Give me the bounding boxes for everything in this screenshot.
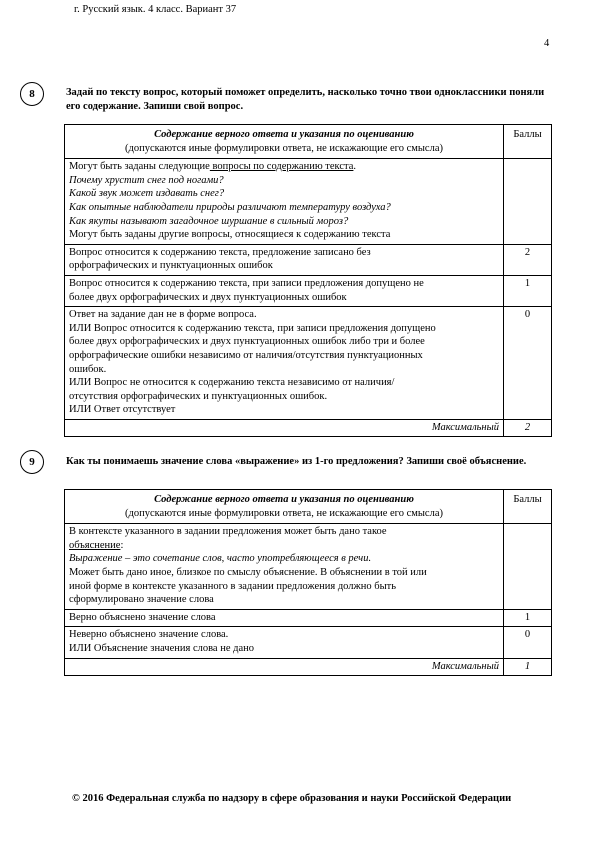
criteria-line: орфографических и пунктуационных ошибок — [69, 260, 273, 272]
criteria-line: орфографические ошибки независимо от наличия/отсутствия пунктуационных — [69, 349, 423, 361]
criteria-line: ИЛИ Вопрос не относится к содержанию текста независимо от наличия/ — [69, 377, 395, 389]
table-header-row — [65, 490, 552, 524]
answer-example: Почему хрустит снег под ногами? — [69, 174, 224, 186]
answer-outro: иной форме в контексте указанного в задании предложения должно быть — [69, 580, 397, 592]
criteria-line: ошибок. — [69, 363, 107, 375]
criteria-header — [65, 490, 504, 524]
criteria-text — [65, 627, 504, 658]
criteria-row — [65, 609, 552, 627]
score-header: Баллы — [504, 490, 552, 524]
criteria-line: Ответ на задание дан не в форме вопроса. — [69, 309, 257, 321]
answer-content — [65, 159, 504, 245]
copyright-footer: © 2016 Федеральная служба по надзору в сфере образования и науки Российской Федерации — [72, 793, 512, 804]
task-number-badge: 8 — [20, 82, 44, 106]
score-cell-empty — [504, 524, 552, 610]
score-value: 2 — [504, 244, 552, 275]
max-score-value: 1 — [504, 658, 552, 676]
max-score-row — [65, 419, 552, 437]
criteria-line: ИЛИ Объяснение значения слова не дано — [69, 642, 254, 654]
answer-example: Выражение – это сочетание слов, часто употребляющееся в речи. — [69, 553, 372, 565]
answer-outro: Могут быть заданы другие вопросы, относящиеся к содержанию текста — [69, 229, 391, 241]
score-header: Баллы — [504, 125, 552, 159]
task-question: Как ты понимаешь значение слова «выражение» из 1-го предложения? Запиши своё объяснение. — [66, 456, 527, 467]
criteria-text — [65, 275, 504, 306]
answer-label: объяснение — [69, 539, 121, 551]
criteria-line: ИЛИ Ответ отсутствует — [69, 404, 176, 416]
criteria-header-note: (допускаются иные формулировки ответа, не искажающие его смысла) — [125, 142, 443, 154]
answer-row — [65, 524, 552, 610]
answer-intro-text: Могут быть заданы следующие — [69, 161, 210, 173]
max-score-value: 2 — [504, 419, 552, 437]
max-score-label: Максимальный — [65, 658, 504, 676]
answer-intro — [69, 160, 499, 174]
answer-outro: сформулировано значение слова — [69, 594, 214, 606]
page-number: 4 — [544, 38, 550, 49]
max-score-row — [65, 658, 552, 676]
criteria-text — [65, 244, 504, 275]
table-header-row — [65, 125, 552, 159]
criteria-line: Вопрос относится к содержанию текста, при записи предложения допущено не — [69, 277, 424, 289]
grading-table — [64, 489, 552, 676]
answer-example: Какой звук может издавать снег? — [69, 188, 225, 200]
answer-intro: В контексте указанного в задании предложения может быть дано такое — [69, 526, 387, 538]
criteria-header-note: (допускаются иные формулировки ответа, не искажающие его смысла) — [125, 507, 443, 519]
answer-row — [65, 159, 552, 245]
criteria-line: Вопрос относится к содержанию текста, предложение записано без — [69, 246, 371, 258]
page-header: г. Русский язык. 4 класс. Вариант 37 — [74, 4, 237, 15]
criteria-header-title: Содержание верного ответа и указания по оцениванию — [154, 129, 414, 140]
score-value: 1 — [504, 275, 552, 306]
answer-example: Как якуты называют загадочное шуршание в сильный мороз? — [69, 215, 349, 227]
criteria-text — [65, 609, 504, 627]
score-value: 1 — [504, 609, 552, 627]
answer-intro-end: . — [353, 161, 357, 173]
criteria-line: Неверно объяснено значение слова. — [69, 629, 229, 641]
task-question: Задай по тексту вопрос, который поможет определить, насколько точно твои одноклассники поняли его содержание. Запиши свой вопрос. — [66, 87, 545, 112]
criteria-line: отсутствия орфографических и пунктуационных ошибок. — [69, 390, 328, 402]
criteria-header-title: Содержание верного ответа и указания по оцениванию — [154, 494, 414, 505]
criteria-line: Верно объяснено значение слова — [69, 611, 216, 623]
criteria-row — [65, 275, 552, 306]
criteria-line: более двух орфографических и двух пунктуационных ошибок либо три и более — [69, 336, 425, 348]
answer-outro: Может быть дано иное, близкое по смыслу объяснение. В объяснении в той или — [69, 566, 427, 578]
criteria-row — [65, 307, 552, 420]
answer-label-line — [69, 539, 499, 553]
answer-intro-underlined: вопросы по содержанию текста — [209, 161, 354, 173]
score-cell-empty — [504, 159, 552, 245]
max-score-label: Максимальный — [65, 419, 504, 437]
task-number-badge: 9 — [20, 450, 44, 474]
criteria-line: ИЛИ Вопрос относится к содержанию текста, при записи предложения допущено — [69, 322, 436, 334]
criteria-line: более двух орфографических и двух пунктуационных ошибок — [69, 291, 347, 303]
score-value: 0 — [504, 627, 552, 658]
answer-content — [65, 524, 504, 610]
criteria-header — [65, 125, 504, 159]
answer-example: Как опытные наблюдатели природы различают температуру воздуха? — [69, 201, 391, 213]
answer-label-end: : — [120, 539, 124, 551]
criteria-row — [65, 244, 552, 275]
criteria-row — [65, 627, 552, 658]
score-value: 0 — [504, 307, 552, 420]
criteria-text — [65, 307, 504, 420]
grading-table — [64, 124, 552, 437]
